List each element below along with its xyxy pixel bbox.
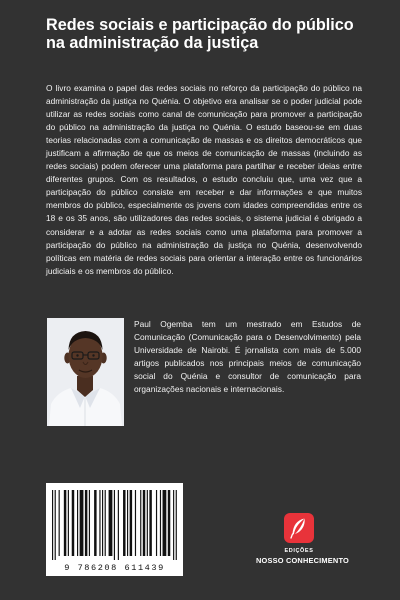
barcode-bar [64, 490, 66, 556]
barcode-bar [127, 490, 128, 556]
barcode-bar [114, 490, 115, 560]
book-title: Redes sociais e participação do público na administração da justiça [46, 16, 354, 52]
barcode-bar [160, 490, 161, 556]
barcode-bar [52, 490, 53, 560]
barcode-bar [68, 490, 69, 556]
publisher-label: EDIÇÕES [284, 548, 314, 554]
barcode-bar [94, 490, 96, 556]
barcode-bars [52, 490, 177, 560]
barcode-bar [130, 490, 132, 556]
publisher-name: NOSSO CONHECIMENTO [256, 556, 349, 565]
barcode-bar [135, 490, 136, 556]
barcode-bar [109, 490, 113, 556]
barcode-bar [168, 490, 170, 556]
barcode-bar [89, 490, 90, 556]
feather-quill-icon [284, 513, 314, 543]
barcode-bar [176, 490, 177, 560]
author-portrait-image [47, 318, 124, 426]
barcode-bar [99, 490, 100, 556]
barcode-bar [147, 490, 148, 556]
barcode-bar [102, 490, 103, 556]
book-description: O livro examina o papel das redes sociais no reforço da participação do público na administração da justiça no Quénia. O objetivo era analisar se o poder judicial pode utilizar as redes sociais como canal de comunicação para promover a participação do público na administração da justiça no Quénia. O estudo baseou-se em duas teorias relacionadas com a comunicação de massas e os direitos democráticos que justificam a afirmação de que os meios de comunicação de massas (incluindo as redes sociais) podem oferecer uma plataforma para partilhar e receber ideias entre diferentes grupos. Com os resultados, o estudo concluiu que, uma vez que a participação do público consiste em receber e dar informações e que muitos membros do público, especialmente os jovens com idades compreendidas entre os 18 e os 35 anos, são utilizadores das redes sociais, o sistema judicial é obrigado a considerar e a adotar as redes sociais como uma plataforma para promover a participação do público na administração da justiça no Quénia, desenvolvendo políticas em matéria de redes sociais para orientar a interação entre os funcionários judiciais e os membros do público. [46, 83, 362, 276]
barcode-bar [85, 490, 87, 556]
barcode-bar [143, 490, 145, 556]
barcode-bar [80, 490, 84, 556]
barcode-bar [72, 490, 74, 556]
barcode-bar [163, 490, 167, 556]
author-bio: Paul Ogemba tem um mestrado em Estudos de Comunicação (Comunicação para o Desenvolvimento) pela Universidade de Nairobi. É jornalista com mais de 5.000 artigos publicados nos principais meios de comunicação social do Quénia e consultor de comunicação para organizações nacionais e internacionais. [134, 319, 361, 395]
barcode-bar [105, 490, 106, 556]
barcode-bar [123, 490, 125, 556]
barcode-bar [156, 490, 157, 556]
barcode-bar [140, 490, 141, 556]
barcode-bar [59, 490, 60, 556]
barcode-bar [149, 490, 151, 556]
barcode-bar [118, 490, 119, 560]
publisher-logo-block [256, 513, 350, 575]
barcode-bar [173, 490, 174, 560]
barcode-bar [55, 490, 56, 560]
barcode-bar [77, 490, 78, 556]
isbn-number: 9 786208 611439 [64, 563, 165, 573]
author-photo [47, 318, 124, 426]
isbn-barcode [46, 483, 183, 576]
